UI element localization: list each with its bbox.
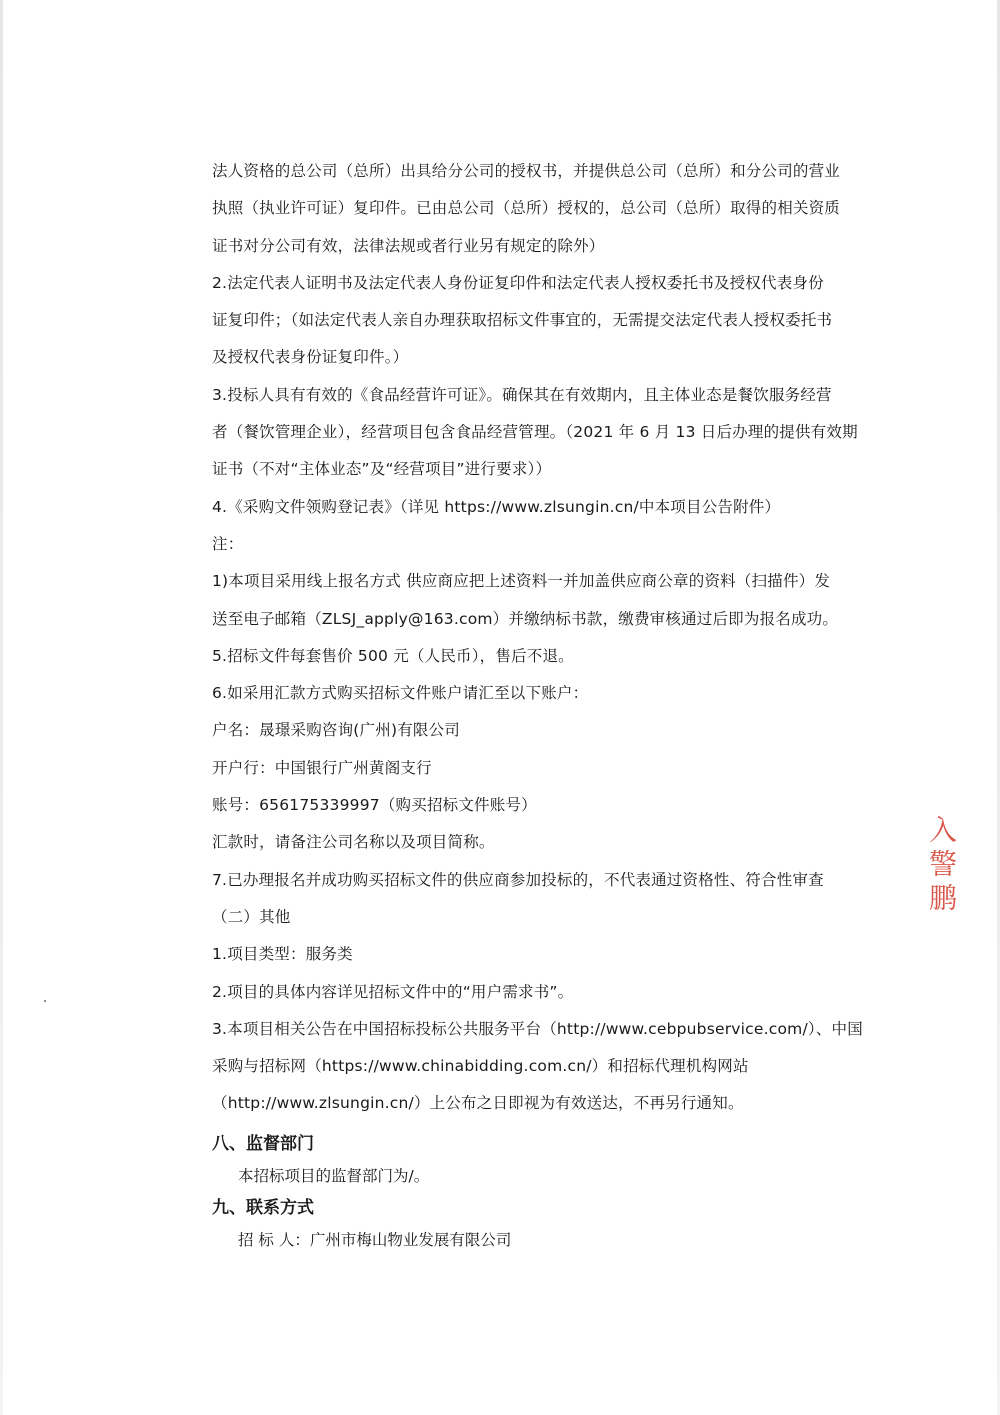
section-heading-contact: 九、联系方式 <box>212 1197 314 1218</box>
supervision-body: 本招标项目的监督部门为/。 <box>238 1166 430 1185</box>
text-line: 4.《采购文件领购登记表》（详见 https://www.zlsungin.cn/中本项目公告附件） <box>212 497 781 516</box>
account-name: 户名：晟璟采购咨询(广州)有限公司 <box>212 721 460 740</box>
text-line: 证书（不对“主体业态”及“经营项目”进行要求）） <box>212 460 552 479</box>
text-line: （http://www.zlsungin.cn/）上公布之日即视为有效送达，不再另行通知。 <box>212 1094 744 1113</box>
text-line: 法人资格的总公司（总所）出具给分公司的授权书，并提供总公司（总所）和分公司的营业 <box>212 162 841 180</box>
section-heading-supervision: 八、监督部门 <box>212 1133 314 1154</box>
account-number: 账号：656175339997（购买招标文件账号） <box>212 796 537 815</box>
note-label: 注： <box>212 534 244 553</box>
text-line: 执照（执业许可证）复印件。已由总公司（总所）授权的，总公司（总所）取得的相关资质 <box>212 199 841 218</box>
text-line: 7.已办理报名并成功购买招标文件的供应商参加投标的，不代表通过资格性、符合性审查 <box>212 870 824 889</box>
text-line: 者（餐饮管理企业），经营项目包含食品经营管理。（2021 年 6 月 13 日后办理的提供有效期 <box>212 423 858 442</box>
seal-stamp-fragment: 入警鹏 <box>925 815 958 917</box>
account-bank: 开户行：中国银行广州黄阁支行 <box>212 758 432 777</box>
text-line: 2.法定代表人证明书及法定代表人身份证复印件和法定代表人授权委托书及授权代表身份 <box>212 273 824 292</box>
text-line: 1.项目类型：服务类 <box>212 945 353 964</box>
text-line: 3.投标人具有有效的《食品经营许可证》。确保其在有效期内，且主体业态是餐饮服务经营 <box>212 385 832 404</box>
text-line: 3.本项目相关公告在中国招标投标公共服务平台（http://www.cebpubservice.com/）、中国 <box>212 1019 863 1038</box>
text-line: 2.项目的具体内容详见招标文件中的“用户需求书”。 <box>212 982 574 1001</box>
text-line: 及授权代表身份证复印件。） <box>212 348 409 367</box>
text-line: 1)本项目采用线上报名方式 供应商应把上述资料一并加盖供应商公章的资料（扫描件）发 <box>212 572 831 591</box>
contact-tenderer: 招 标 人：广州市梅山物业发展有限公司 <box>238 1230 512 1249</box>
text-line: 汇款时，请备注公司名称以及项目简称。 <box>212 833 495 852</box>
scan-speck <box>44 1000 46 1002</box>
text-line: 证复印件；（如法定代表人亲自办理获取招标文件事宜的，无需提交法定代表人授权委托书 <box>212 311 833 330</box>
text-line: 5.招标文件每套售价 500 元（人民币），售后不退。 <box>212 646 574 665</box>
text-line: 送至电子邮箱（ZLSJ_apply@163.com）并缴纳标书款，缴费审核通过后即为报名成功。 <box>212 609 839 628</box>
scan-edge-left <box>0 0 3 1415</box>
text-line: 采购与招标网（https://www.chinabidding.com.cn/）和招标代理机构网站 <box>212 1057 749 1076</box>
text-line: 证书对分公司有效，法律法规或者行业另有规定的除外） <box>212 236 605 255</box>
text-line: 6.如采用汇款方式购买招标文件账户请汇至以下账户： <box>212 684 589 703</box>
subsection-title: （二）其他 <box>212 907 291 926</box>
document-body <box>212 158 863 1256</box>
